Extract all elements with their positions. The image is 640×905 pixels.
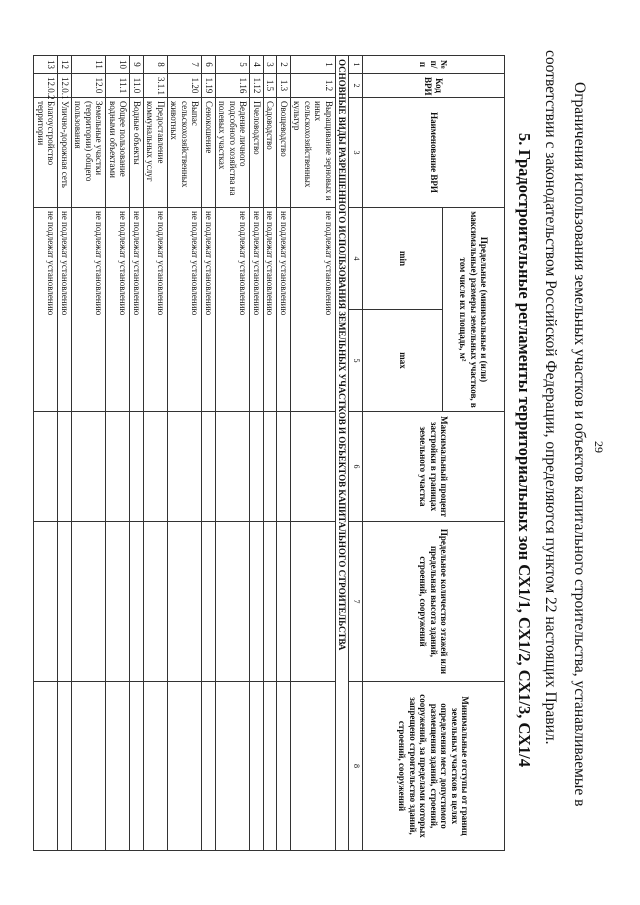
row-name: Земельные участки (территории) общего пользования bbox=[72, 98, 107, 208]
section-title: ОСНОВНЫЕ ВИДЫ РАЗРЕШЕННОГО ИСПОЛЬЗОВАНИЯ ЗЕМЕЛЬНЫХ УЧАСТКОВ И ОБЪЕКТОВ КАПИТАЛЬНОГО СТРОИТЕЛЬСТВА bbox=[336, 56, 350, 851]
row-value: не подлежат установлению bbox=[34, 208, 58, 412]
empty-cell bbox=[168, 412, 203, 522]
row-code: 1.3 bbox=[277, 74, 291, 98]
row-number: 9 bbox=[130, 56, 144, 74]
empty-cell bbox=[277, 522, 291, 682]
empty-cell bbox=[277, 412, 291, 522]
empty-cell bbox=[34, 522, 58, 682]
row-name: Сенокошение bbox=[202, 98, 216, 208]
row-value: не подлежат установлению bbox=[106, 208, 130, 412]
column-number: 6 bbox=[349, 412, 363, 522]
empty-cell bbox=[250, 522, 264, 682]
row-name: Улично-дорожная сеть bbox=[58, 98, 72, 208]
empty-cell bbox=[168, 522, 203, 682]
row-number: 4 bbox=[250, 56, 264, 74]
row-code: 11.1 bbox=[106, 74, 130, 98]
empty-cell bbox=[130, 682, 144, 851]
table-row bbox=[216, 56, 251, 851]
row-name: Благоустройство территории bbox=[34, 98, 58, 208]
table-row bbox=[72, 56, 107, 851]
row-name: Водные объекты bbox=[130, 98, 144, 208]
row-value: не подлежат установлению bbox=[264, 208, 278, 412]
row-number: 3 bbox=[264, 56, 278, 74]
row-name: Садоводство bbox=[264, 98, 278, 208]
table-row bbox=[277, 56, 291, 851]
section-row bbox=[336, 56, 350, 851]
table-row bbox=[250, 56, 264, 851]
row-number: 1 bbox=[291, 56, 336, 74]
row-code: 12.0 bbox=[72, 74, 107, 98]
empty-cell bbox=[58, 522, 72, 682]
row-name: Пчеловодство bbox=[250, 98, 264, 208]
empty-cell bbox=[216, 522, 251, 682]
empty-cell bbox=[34, 682, 58, 851]
column-number: 8 bbox=[349, 682, 363, 851]
row-value: не подлежат установлению bbox=[58, 208, 72, 412]
header-floors: Предельное количество этажей или предельная высота зданий, строений, сооружений bbox=[363, 522, 505, 682]
row-code: 3.1.1 bbox=[144, 74, 168, 98]
row-value: не подлежат установлению bbox=[72, 208, 107, 412]
row-code: 12.0.2 bbox=[34, 74, 58, 98]
table-row bbox=[34, 56, 58, 851]
row-number: 5 bbox=[216, 56, 251, 74]
row-value: не подлежат установлению bbox=[202, 208, 216, 412]
row-value: не подлежат установлению bbox=[144, 208, 168, 412]
row-number: 8 bbox=[144, 56, 168, 74]
empty-cell bbox=[264, 522, 278, 682]
empty-cell bbox=[264, 682, 278, 851]
row-value: не подлежат установлению bbox=[291, 208, 336, 412]
row-number: 12 bbox=[58, 56, 72, 74]
row-number: 2 bbox=[277, 56, 291, 74]
header-percent: Максимальный процент застройки в границах земельного участка bbox=[363, 412, 505, 522]
table-row bbox=[291, 56, 336, 851]
empty-cell bbox=[72, 522, 107, 682]
page-number: 29 bbox=[592, 441, 606, 453]
intro-line-2: соответствии с законодательством Российской Федерации, определяются пунктом 22 настоящих Правил. bbox=[542, 50, 559, 745]
row-name: Предоставление коммунальных услуг bbox=[144, 98, 168, 208]
empty-cell bbox=[291, 412, 336, 522]
column-number-row bbox=[349, 56, 363, 851]
empty-cell bbox=[144, 682, 168, 851]
table-row bbox=[106, 56, 130, 851]
row-value: не подлежат установлению bbox=[130, 208, 144, 412]
column-number: 5 bbox=[349, 310, 363, 412]
column-number: 4 bbox=[349, 208, 363, 310]
empty-cell bbox=[264, 412, 278, 522]
row-value: не подлежат установлению bbox=[250, 208, 264, 412]
empty-cell bbox=[202, 682, 216, 851]
empty-cell bbox=[291, 682, 336, 851]
empty-cell bbox=[216, 682, 251, 851]
table-row bbox=[202, 56, 216, 851]
row-code: 1.16 bbox=[216, 74, 251, 98]
empty-cell bbox=[58, 682, 72, 851]
column-number: 2 bbox=[349, 74, 363, 98]
empty-cell bbox=[58, 412, 72, 522]
empty-cell bbox=[250, 682, 264, 851]
header-setback: Минимальные отступы от границ земельных участков в целях определения мест допустимого размещения зданий, строений, сооружений, за пределами которых запрещено строительство зданий, строений, сооружений bbox=[363, 682, 505, 851]
regulations-table bbox=[34, 55, 506, 851]
column-number: 7 bbox=[349, 522, 363, 682]
row-number: 11 bbox=[72, 56, 107, 74]
row-name: Ведение личного подсобного хозяйства на полевых участках bbox=[216, 98, 251, 208]
row-code: 1.19 bbox=[202, 74, 216, 98]
section-heading: 5. Градостроительные регламенты территориальных зон СХ1/1, СХ1/2, СХ1/3, СХ1/4 bbox=[515, 132, 534, 767]
row-value: не подлежат установлению bbox=[168, 208, 203, 412]
row-name: Выращивание зерновых и иных сельскохозяйственных культур bbox=[291, 98, 336, 208]
empty-cell bbox=[144, 412, 168, 522]
header-code: Код ВРИ bbox=[363, 74, 505, 98]
row-number: 13 bbox=[34, 56, 58, 74]
column-number: 1 bbox=[349, 56, 363, 74]
header-min: min bbox=[363, 208, 443, 310]
intro-paragraph bbox=[536, 50, 594, 850]
empty-cell bbox=[216, 412, 251, 522]
column-number: 3 bbox=[349, 98, 363, 208]
row-value: не подлежат установлению bbox=[216, 208, 251, 412]
empty-cell bbox=[130, 412, 144, 522]
empty-cell bbox=[250, 412, 264, 522]
row-code: 1.20 bbox=[168, 74, 203, 98]
empty-cell bbox=[202, 522, 216, 682]
row-code: 11.0 bbox=[130, 74, 144, 98]
header-num: № п/п bbox=[363, 56, 505, 74]
empty-cell bbox=[106, 412, 130, 522]
table-row bbox=[264, 56, 278, 851]
row-number: 6 bbox=[202, 56, 216, 74]
table-row bbox=[130, 56, 144, 851]
row-number: 7 bbox=[168, 56, 203, 74]
row-name: Общее пользование водными объектами bbox=[106, 98, 130, 208]
row-code: 1.12 bbox=[250, 74, 264, 98]
table-row bbox=[58, 56, 72, 851]
empty-cell bbox=[202, 412, 216, 522]
empty-cell bbox=[72, 412, 107, 522]
empty-cell bbox=[168, 682, 203, 851]
row-code: 12.0.1 bbox=[58, 74, 72, 98]
empty-cell bbox=[106, 682, 130, 851]
row-value: не подлежат установлению bbox=[277, 208, 291, 412]
empty-cell bbox=[130, 522, 144, 682]
header-max: max bbox=[363, 310, 443, 412]
empty-cell bbox=[34, 412, 58, 522]
table-row bbox=[144, 56, 168, 851]
empty-cell bbox=[106, 522, 130, 682]
empty-cell bbox=[277, 682, 291, 851]
row-code: 1.5 bbox=[264, 74, 278, 98]
row-name: Выпас сельскохозяйственных животных bbox=[168, 98, 203, 208]
header-name: Наименование ВРИ bbox=[363, 98, 505, 208]
intro-line-1: Ограничения использования земельных участков и объектов капитального строительства, устанавливаемые в bbox=[571, 82, 588, 807]
row-number: 10 bbox=[106, 56, 130, 74]
row-code: 1.2 bbox=[291, 74, 336, 98]
row-name: Овощеводство bbox=[277, 98, 291, 208]
empty-cell bbox=[291, 522, 336, 682]
empty-cell bbox=[144, 522, 168, 682]
empty-cell bbox=[72, 682, 107, 851]
table-row bbox=[168, 56, 203, 851]
header-size-group: Предельные (минимальные и (или) максимальные) размеры земельных участков, в том числе их площадь, м² bbox=[443, 208, 505, 412]
